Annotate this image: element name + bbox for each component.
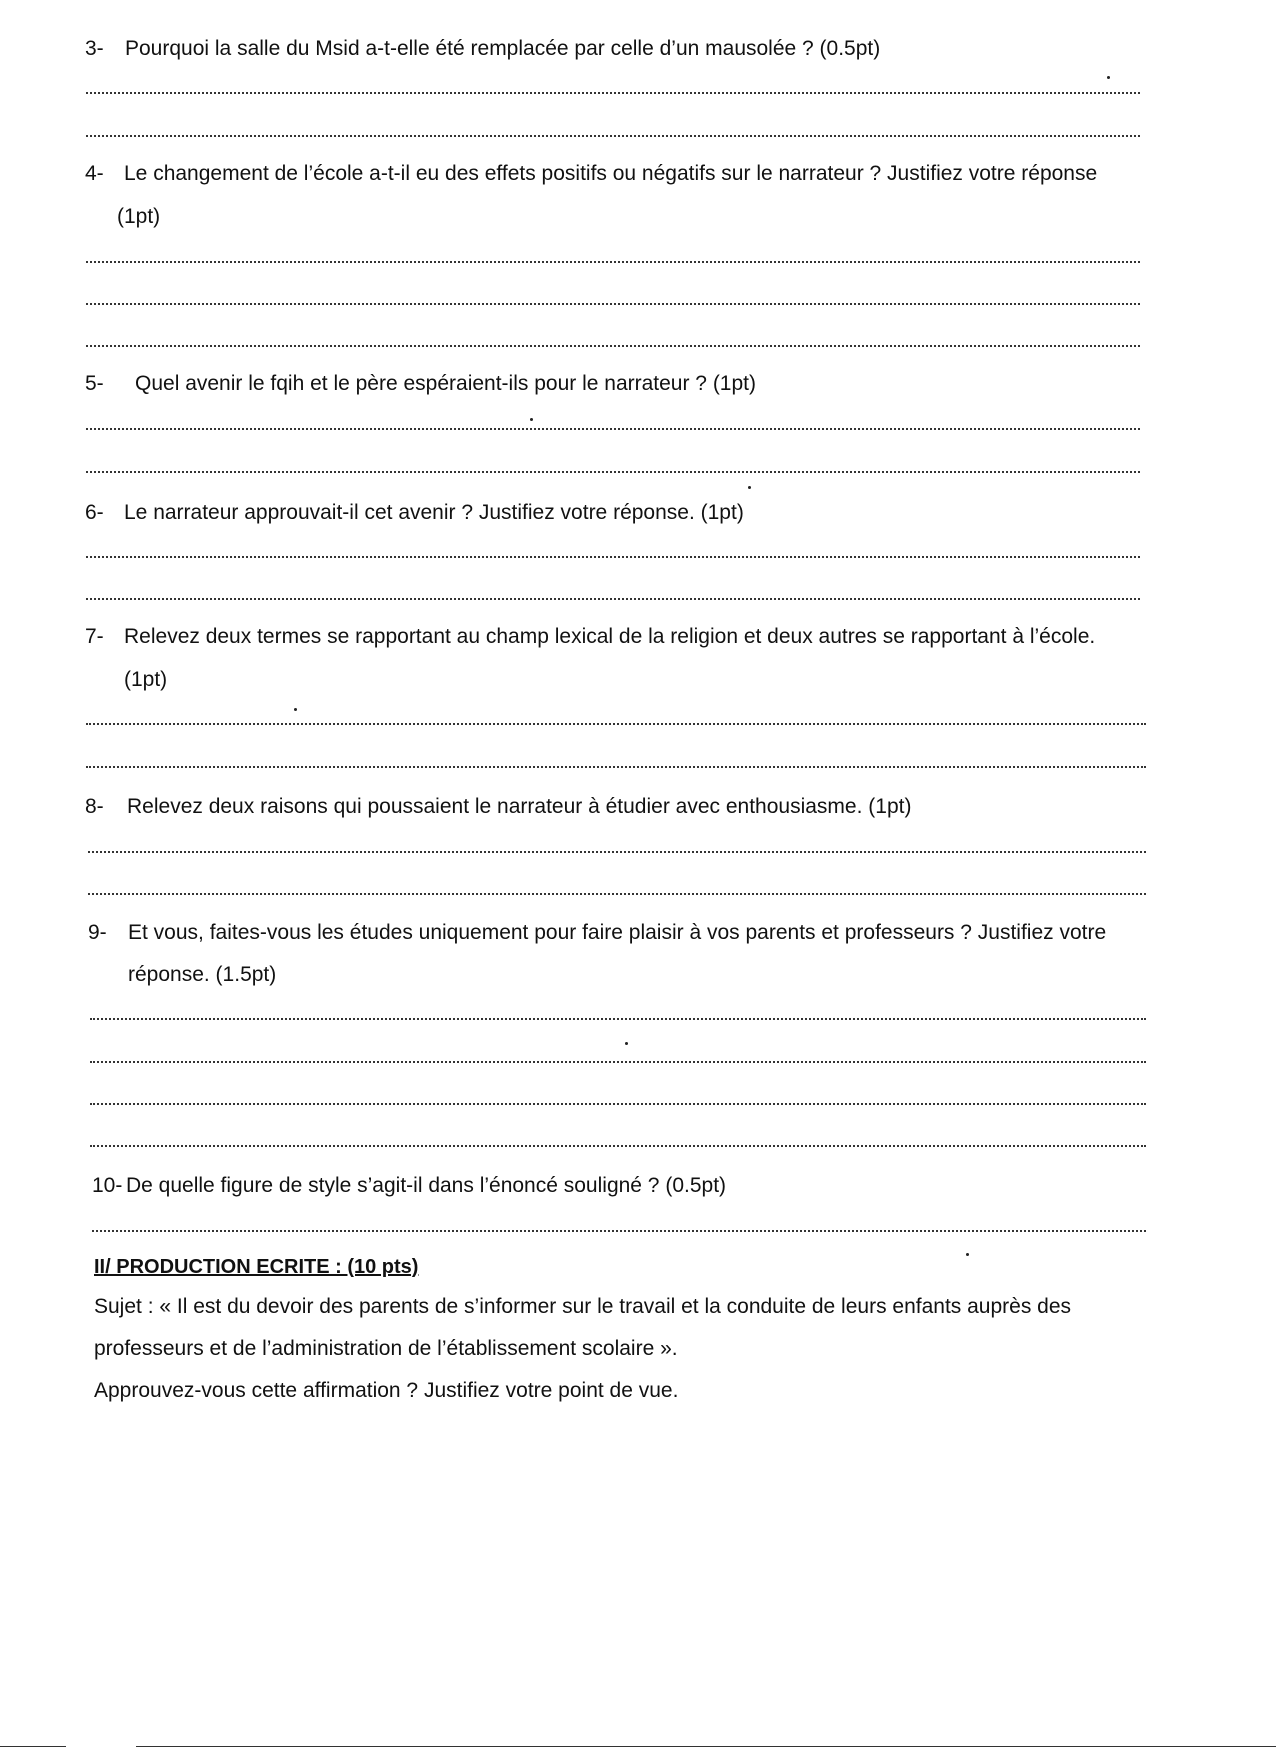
question-3 [85,38,880,59]
answer-line[interactable] [86,598,1140,600]
answer-line[interactable] [90,1061,1146,1063]
subject-line: Sujet : « Il est du devoir des parents de s’informer sur le travail et la conduite de leurs enfants auprès des [94,1295,1072,1318]
scan-speck [530,418,533,421]
question-continuation: (1pt) [117,205,161,228]
answer-line[interactable] [86,723,1146,725]
answer-line[interactable] [86,471,1140,473]
question-text: De quelle figure de style s’agit-il dans l’énoncé souligné ? (0.5pt) [126,1174,727,1197]
question-10 [92,1175,726,1196]
bottom-rule [0,1746,66,1747]
scan-speck [748,486,751,489]
answer-line[interactable] [86,135,1140,137]
question-8 [85,796,911,817]
question-continuation: (1pt) [124,668,168,691]
section-title: II/ PRODUCTION ECRITE : (10 pts) [94,1256,419,1278]
answer-line[interactable] [92,1230,1146,1232]
question-number: 4- [85,162,104,185]
question-text: Le changement de l’école a-t-il eu des effets positifs ou négatifs sur le narrateur ? Justifiez votre réponse [124,162,1098,185]
answer-line[interactable] [86,92,1140,94]
question-number: 10- [92,1174,123,1197]
question-7 [85,626,1095,647]
scan-speck [966,1253,969,1256]
question-number: 6- [85,501,104,524]
question-number: 5- [85,372,104,395]
question-number: 7- [85,625,104,648]
question-6 [85,502,744,523]
question-text: Relevez deux termes se rapportant au champ lexical de la religion et deux autres se rapportant à l’école. [124,625,1096,648]
answer-line[interactable] [86,261,1140,263]
subject-line: professeurs et de l’administration de l’établissement scolaire ». [94,1337,678,1360]
question-text: Quel avenir le fqih et le père espéraient-ils pour le narrateur ? (1pt) [135,372,756,395]
question-4 [85,163,1097,184]
answer-line[interactable] [86,345,1140,347]
bottom-rule [136,1746,1276,1747]
answer-line[interactable] [86,428,1140,430]
answer-line[interactable] [86,766,1146,768]
question-number: 9- [88,921,107,944]
question-9 [88,922,1106,943]
scan-speck [1107,76,1110,79]
question-number: 8- [85,795,104,818]
scan-speck [294,708,297,711]
answer-line[interactable] [86,303,1140,305]
subject-line: Approuvez-vous cette affirmation ? Justifiez votre point de vue. [94,1379,679,1402]
question-continuation: réponse. (1.5pt) [128,963,277,986]
question-text: Pourquoi la salle du Msid a-t-elle été remplacée par celle d’un mausolée ? (0.5pt) [125,37,881,60]
answer-line[interactable] [88,851,1146,853]
question-text: Le narrateur approuvait-il cet avenir ? Justifiez votre réponse. (1pt) [124,501,744,524]
question-5 [85,373,756,394]
answer-line[interactable] [86,556,1140,558]
answer-line[interactable] [88,893,1146,895]
answer-line[interactable] [90,1145,1146,1147]
question-text: Relevez deux raisons qui poussaient le narrateur à étudier avec enthousiasme. (1pt) [127,795,912,818]
answer-line[interactable] [90,1018,1146,1020]
question-number: 3- [85,37,104,60]
question-text: Et vous, faites-vous les études uniquement pour faire plaisir à vos parents et professeurs ? Justifiez votre [128,921,1107,944]
scan-speck [625,1042,628,1045]
answer-line[interactable] [90,1103,1146,1105]
